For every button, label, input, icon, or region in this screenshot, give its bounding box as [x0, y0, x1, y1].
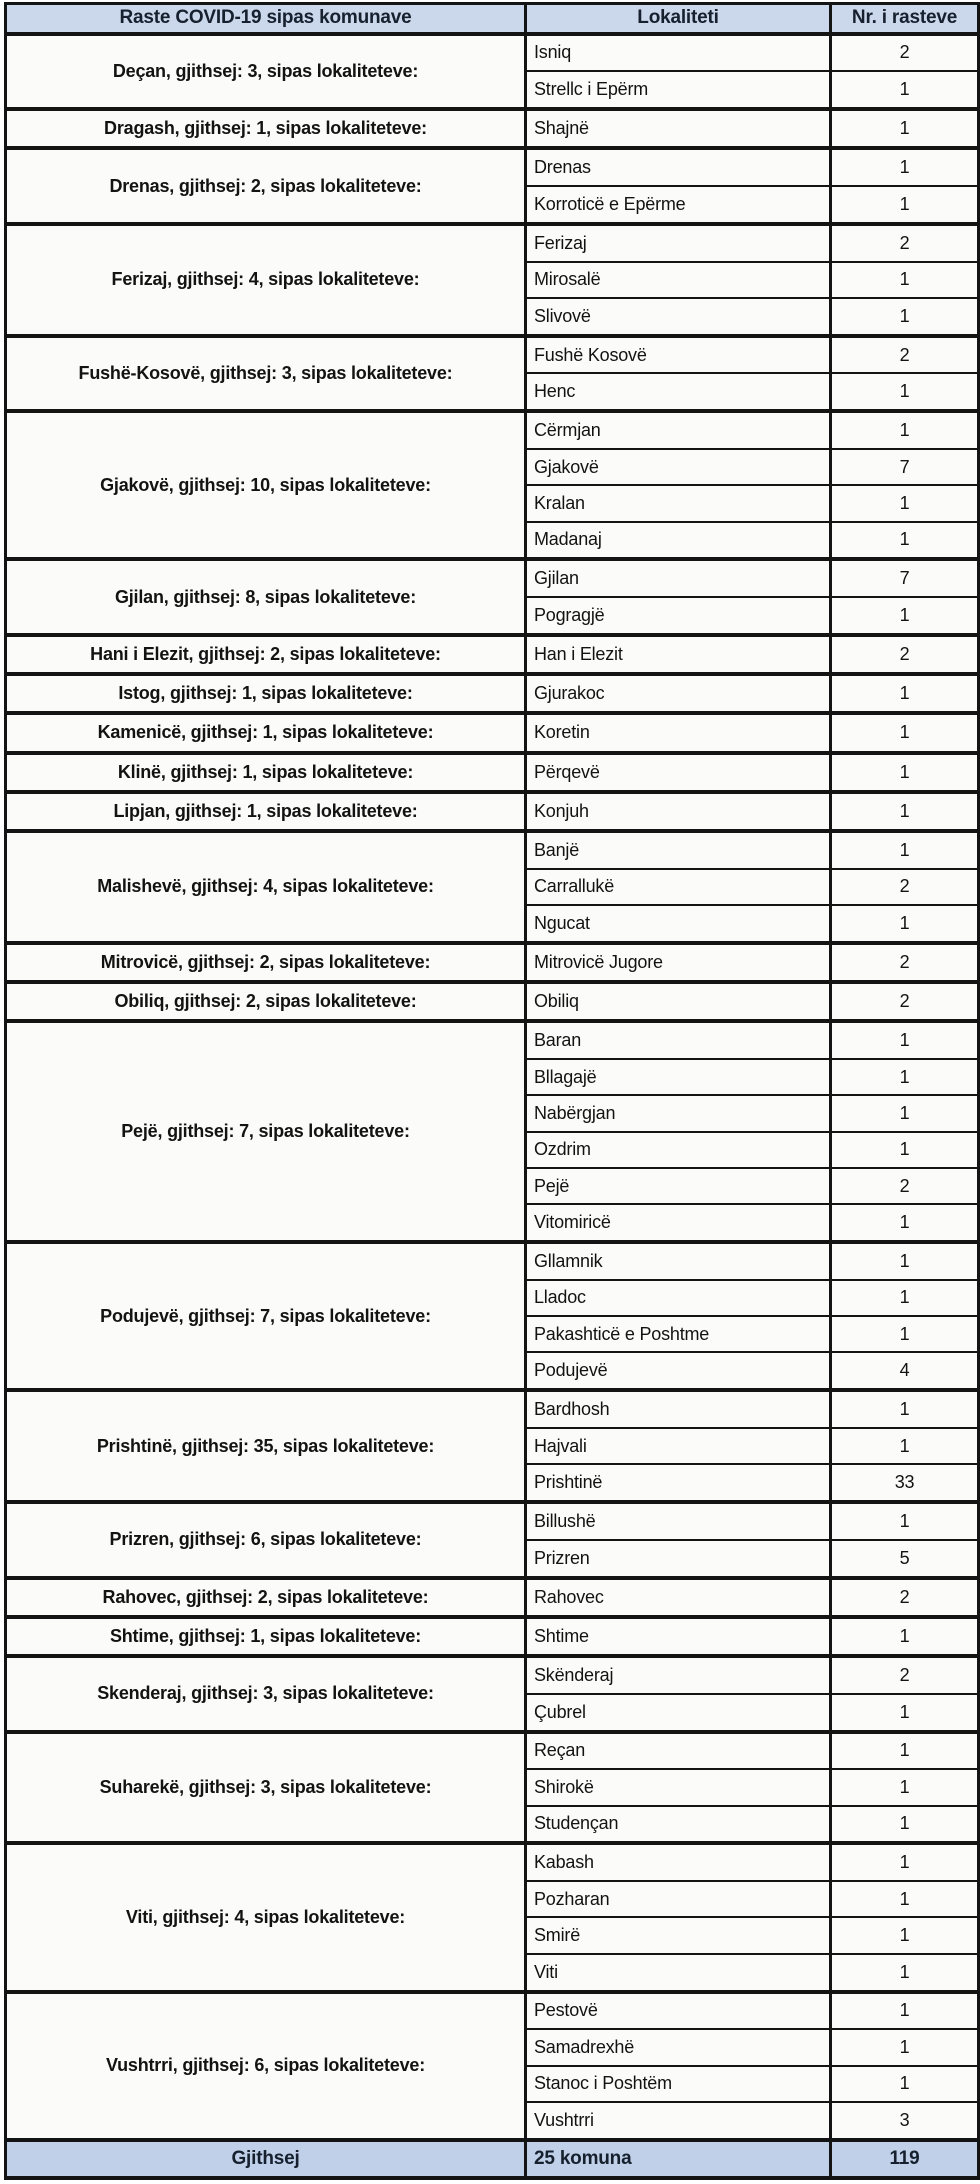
locality-cell: Cërmjan [526, 411, 831, 449]
cases-cell: 1 [831, 2029, 979, 2065]
cases-cell: 2 [831, 1656, 979, 1694]
municipality-cell: Lipjan, gjithsej: 1, sipas lokaliteteve: [6, 792, 526, 831]
locality-cell: Smirë [526, 1917, 831, 1953]
municipality-cell: Fushë-Kosovë, gjithsej: 3, sipas lokaliteteve: [6, 336, 526, 412]
locality-cell: Korroticë e Epërme [526, 186, 831, 224]
footer-total-cases: 119 [831, 2140, 979, 2178]
footer-municipality-count: 25 komuna [526, 2140, 831, 2178]
municipality-cell: Dragash, gjithsej: 1, sipas lokaliteteve: [6, 109, 526, 148]
locality-cell: Drenas [526, 148, 831, 186]
cases-cell: 1 [831, 1095, 979, 1131]
locality-cell: Bardhosh [526, 1390, 831, 1428]
municipality-cell: Deçan, gjithsej: 3, sipas lokaliteteve: [6, 34, 526, 110]
locality-cell: Çubrel [526, 1694, 831, 1732]
municipality-cell: Obiliq, gjithsej: 2, sipas lokaliteteve: [6, 982, 526, 1021]
locality-cell: Vushtrri [526, 2102, 831, 2140]
municipality-cell: Gjilan, gjithsej: 8, sipas lokaliteteve: [6, 559, 526, 635]
municipality-cell: Podujevë, gjithsej: 7, sipas lokaliteteve: [6, 1242, 526, 1390]
municipality-cell: Hani i Elezit, gjithsej: 2, sipas lokaliteteve: [6, 635, 526, 674]
locality-cell: Përqevë [526, 753, 831, 792]
cases-cell: 1 [831, 1242, 979, 1280]
cases-cell: 1 [831, 1316, 979, 1352]
footer-total-label: Gjithsej [6, 2140, 526, 2178]
municipality-cell: Pejë, gjithsej: 7, sipas lokaliteteve: [6, 1021, 526, 1242]
cases-cell: 1 [831, 522, 979, 560]
municipality-cell: Prizren, gjithsej: 6, sipas lokaliteteve: [6, 1502, 526, 1578]
footer-row [6, 2140, 979, 2178]
table-row [6, 411, 979, 449]
table-row [6, 1992, 979, 2030]
locality-cell: Kabash [526, 1843, 831, 1881]
table-header [6, 4, 979, 34]
cases-cell: 1 [831, 485, 979, 521]
table-row [6, 148, 979, 186]
cases-cell: 1 [831, 1806, 979, 1844]
municipality-cell: Skenderaj, gjithsej: 3, sipas lokaliteteve: [6, 1656, 526, 1732]
locality-cell: Baran [526, 1021, 831, 1059]
locality-cell: Vitomiricë [526, 1204, 831, 1242]
cases-cell: 1 [831, 674, 979, 713]
locality-cell: Madanaj [526, 522, 831, 560]
cases-cell: 1 [831, 1132, 979, 1168]
locality-cell: Isniq [526, 34, 831, 72]
cases-cell: 2 [831, 224, 979, 262]
municipality-cell: Kamenicë, gjithsej: 1, sipas lokaliteteve: [6, 713, 526, 752]
cases-cell: 1 [831, 1059, 979, 1095]
locality-cell: Viti [526, 1954, 831, 1992]
table-row [6, 943, 979, 982]
locality-cell: Gjurakoc [526, 674, 831, 713]
locality-cell: Prishtinë [526, 1464, 831, 1502]
table-row [6, 336, 979, 374]
table-footer [6, 2140, 979, 2178]
cases-cell: 1 [831, 1428, 979, 1464]
table-body [6, 34, 979, 2141]
cases-cell: 7 [831, 559, 979, 597]
locality-cell: Gjilan [526, 559, 831, 597]
municipality-cell: Viti, gjithsej: 4, sipas lokaliteteve: [6, 1843, 526, 1991]
cases-cell: 1 [831, 2066, 979, 2102]
locality-cell: Bllagajë [526, 1059, 831, 1095]
table-row [6, 1732, 979, 1770]
locality-cell: Lladoc [526, 1280, 831, 1316]
municipality-cell: Ferizaj, gjithsej: 4, sipas lokaliteteve: [6, 224, 526, 336]
table-row [6, 559, 979, 597]
column-header-locality: Lokaliteti [526, 4, 831, 34]
cases-cell: 1 [831, 1694, 979, 1732]
cases-cell: 2 [831, 1578, 979, 1617]
municipality-cell: Shtime, gjithsej: 1, sipas lokaliteteve: [6, 1617, 526, 1656]
locality-cell: Samadrexhë [526, 2029, 831, 2065]
locality-cell: Billushë [526, 1502, 831, 1540]
table-row [6, 1021, 979, 1059]
locality-cell: Strellc i Epërm [526, 71, 831, 109]
cases-cell: 1 [831, 831, 979, 869]
locality-cell: Shtime [526, 1617, 831, 1656]
table-row [6, 674, 979, 713]
locality-cell: Shirokë [526, 1769, 831, 1805]
covid-cases-by-municipality-table [4, 2, 980, 2180]
locality-cell: Banjë [526, 831, 831, 869]
locality-cell: Kralan [526, 485, 831, 521]
cases-cell: 2 [831, 635, 979, 674]
cases-cell: 1 [831, 298, 979, 336]
locality-cell: Pozharan [526, 1881, 831, 1917]
cases-cell: 1 [831, 1881, 979, 1917]
locality-cell: Fushë Kosovë [526, 336, 831, 374]
cases-cell: 1 [831, 713, 979, 752]
column-header-municipality: Raste COVID-19 sipas komunave [6, 4, 526, 34]
locality-cell: Stanoc i Poshtëm [526, 2066, 831, 2102]
locality-cell: Carrallukë [526, 869, 831, 905]
municipality-cell: Drenas, gjithsej: 2, sipas lokaliteteve: [6, 148, 526, 224]
cases-cell: 2 [831, 336, 979, 374]
locality-cell: Mirosalë [526, 262, 831, 298]
locality-cell: Mitrovicë Jugore [526, 943, 831, 982]
cases-cell: 1 [831, 109, 979, 148]
locality-cell: Rahovec [526, 1578, 831, 1617]
cases-cell: 1 [831, 753, 979, 792]
locality-cell: Reçan [526, 1732, 831, 1770]
table-row [6, 831, 979, 869]
locality-cell: Pestovë [526, 1992, 831, 2030]
cases-cell: 7 [831, 449, 979, 485]
locality-cell: Prizren [526, 1540, 831, 1578]
table-row [6, 34, 979, 72]
locality-cell: Konjuh [526, 792, 831, 831]
header-row [6, 4, 979, 34]
cases-cell: 1 [831, 1617, 979, 1656]
cases-cell: 4 [831, 1352, 979, 1390]
cases-cell: 2 [831, 982, 979, 1021]
cases-cell: 1 [831, 373, 979, 411]
cases-cell: 1 [831, 1204, 979, 1242]
locality-cell: Skënderaj [526, 1656, 831, 1694]
locality-cell: Pogragjë [526, 597, 831, 635]
locality-cell: Gjakovë [526, 449, 831, 485]
municipality-cell: Vushtrri, gjithsej: 6, sipas lokaliteteve: [6, 1992, 526, 2141]
locality-cell: Gllamnik [526, 1242, 831, 1280]
table-row [6, 792, 979, 831]
cases-cell: 2 [831, 943, 979, 982]
cases-cell: 33 [831, 1464, 979, 1502]
table-row [6, 1578, 979, 1617]
locality-cell: Studençan [526, 1806, 831, 1844]
column-header-cases: Nr. i rasteve [831, 4, 979, 34]
cases-cell: 1 [831, 186, 979, 224]
table-row [6, 713, 979, 752]
municipality-cell: Mitrovicë, gjithsej: 2, sipas lokaliteteve: [6, 943, 526, 982]
cases-cell: 5 [831, 1540, 979, 1578]
locality-cell: Shajnë [526, 109, 831, 148]
table-row [6, 982, 979, 1021]
cases-cell: 1 [831, 1732, 979, 1770]
locality-cell: Koretin [526, 713, 831, 752]
cases-cell: 1 [831, 1769, 979, 1805]
cases-cell: 1 [831, 1502, 979, 1540]
cases-cell: 1 [831, 1390, 979, 1428]
locality-cell: Ngucat [526, 905, 831, 943]
table-row [6, 753, 979, 792]
cases-cell: 2 [831, 869, 979, 905]
table-row [6, 1390, 979, 1428]
cases-cell: 1 [831, 1843, 979, 1881]
cases-cell: 2 [831, 34, 979, 72]
table-row [6, 1242, 979, 1280]
table-row [6, 635, 979, 674]
locality-cell: Han i Elezit [526, 635, 831, 674]
table-row [6, 224, 979, 262]
municipality-cell: Prishtinë, gjithsej: 35, sipas lokaliteteve: [6, 1390, 526, 1502]
municipality-cell: Klinë, gjithsej: 1, sipas lokaliteteve: [6, 753, 526, 792]
table-row [6, 1502, 979, 1540]
locality-cell: Pakashticë e Poshtme [526, 1316, 831, 1352]
table-row [6, 1843, 979, 1881]
cases-cell: 1 [831, 262, 979, 298]
cases-cell: 1 [831, 1954, 979, 1992]
cases-cell: 1 [831, 148, 979, 186]
table-row [6, 1617, 979, 1656]
municipality-cell: Istog, gjithsej: 1, sipas lokaliteteve: [6, 674, 526, 713]
cases-cell: 1 [831, 411, 979, 449]
municipality-cell: Gjakovë, gjithsej: 10, sipas lokaliteteve: [6, 411, 526, 559]
cases-cell: 1 [831, 1280, 979, 1316]
locality-cell: Slivovë [526, 298, 831, 336]
municipality-cell: Rahovec, gjithsej: 2, sipas lokaliteteve: [6, 1578, 526, 1617]
municipality-cell: Suharekë, gjithsej: 3, sipas lokaliteteve: [6, 1732, 526, 1844]
municipality-cell: Malishevë, gjithsej: 4, sipas lokaliteteve: [6, 831, 526, 943]
table-row [6, 109, 979, 148]
locality-cell: Henc [526, 373, 831, 411]
locality-cell: Nabërgjan [526, 1095, 831, 1131]
cases-cell: 1 [831, 597, 979, 635]
locality-cell: Pejë [526, 1168, 831, 1204]
locality-cell: Hajvali [526, 1428, 831, 1464]
cases-cell: 1 [831, 71, 979, 109]
locality-cell: Obiliq [526, 982, 831, 1021]
cases-cell: 3 [831, 2102, 979, 2140]
cases-cell: 1 [831, 1021, 979, 1059]
cases-cell: 2 [831, 1168, 979, 1204]
locality-cell: Ferizaj [526, 224, 831, 262]
cases-cell: 1 [831, 1992, 979, 2030]
cases-cell: 1 [831, 792, 979, 831]
locality-cell: Ozdrim [526, 1132, 831, 1168]
cases-cell: 1 [831, 1917, 979, 1953]
table-row [6, 1656, 979, 1694]
locality-cell: Podujevë [526, 1352, 831, 1390]
cases-cell: 1 [831, 905, 979, 943]
